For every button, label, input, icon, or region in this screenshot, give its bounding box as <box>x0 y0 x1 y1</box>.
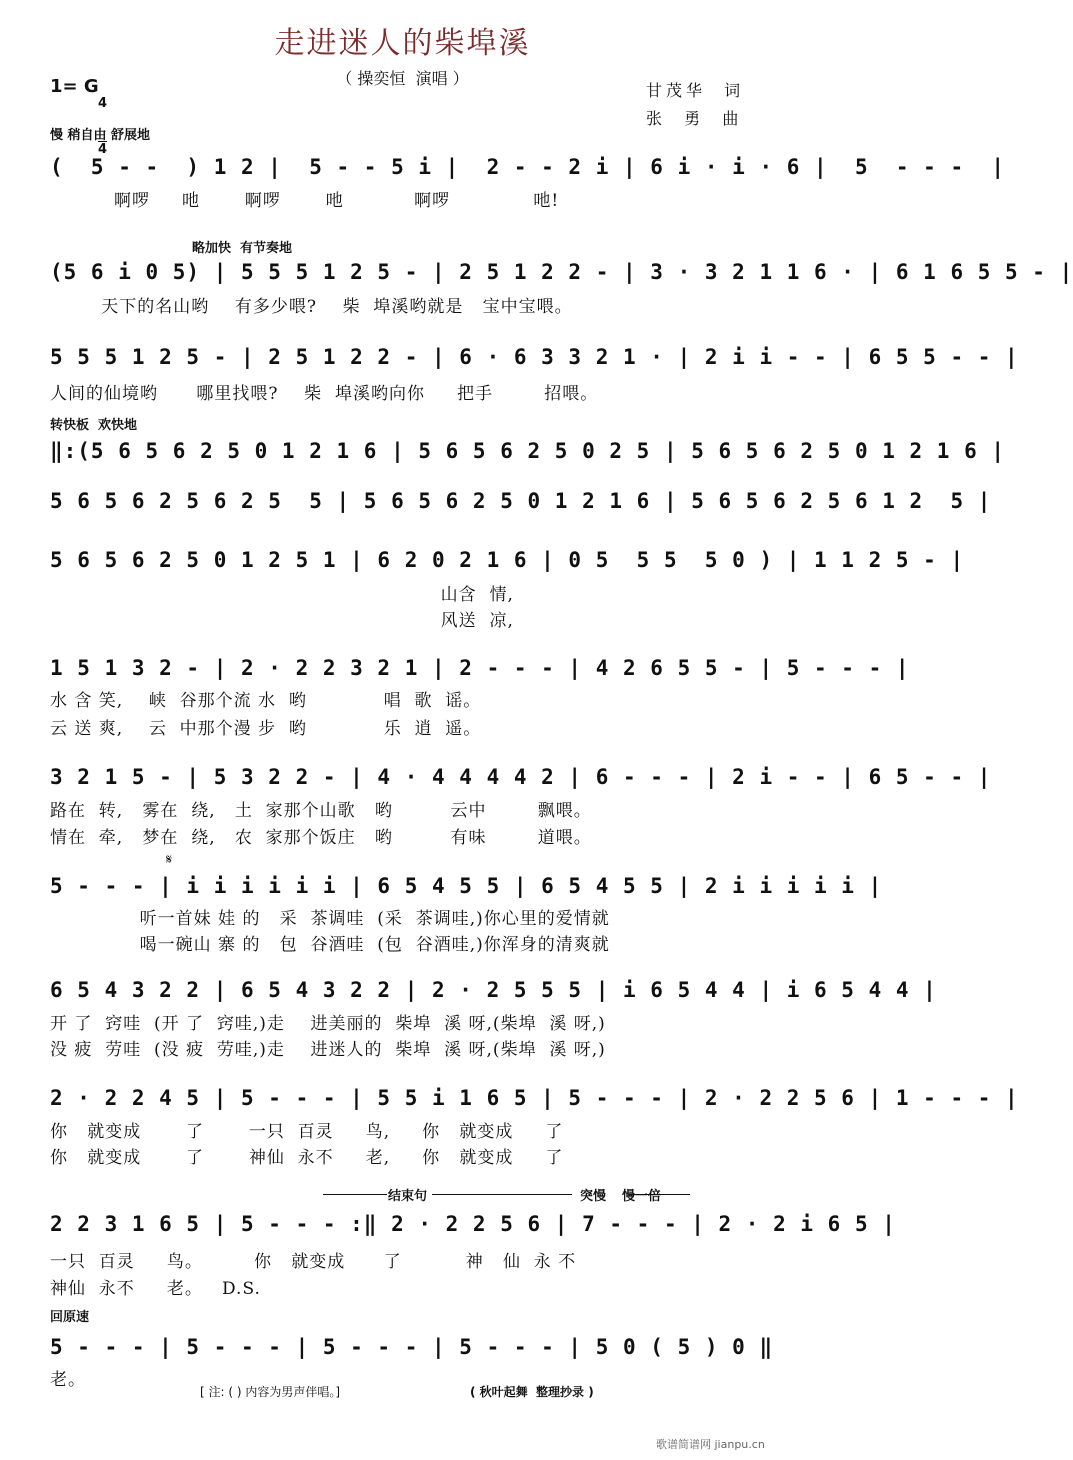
staff-line-9-lyrics-1: 听一首妹 娃 的 采 茶调哇 (采 茶调哇,)你心里的爱情就 <box>50 909 610 929</box>
staff-line-6-notes: 5 6 5 6 2 5 0 1 2 5 1 | 6 2 0 2 1 6 | 0 5 5 5 5 0 ) | 1 1 2 5 - | <box>50 548 965 572</box>
performance-note: [ 注: ( ) 内容为男声伴唱。] <box>200 1385 341 1399</box>
ending-label: 结束句 <box>388 1189 428 1204</box>
tempo-mark-intro: 慢 稍自由 舒展地 <box>50 128 151 143</box>
tempo-mark-verse: 略加快 有节奏地 <box>192 241 293 256</box>
staff-line-2-lyrics: 天下的名山哟 有多少喂? 柴 埠溪哟就是 宝中宝喂。 <box>50 297 573 317</box>
staff-line-7-notes: 1 5 1 3 2 - | 2 · 2 2 3 2 1 | 2 - - - | 4 2 6 5 5 - | 5 - - - | <box>50 656 910 680</box>
site-watermark: 歌谱简谱网 jianpu.cn <box>656 1438 765 1451</box>
key-signature: 1= G <box>50 76 99 97</box>
staff-line-6-lyrics-2: 风送 凉, <box>50 611 514 631</box>
staff-line-10-lyrics-1: 开 了 窍哇 (开 了 窍哇,)走 进美丽的 柴埠 溪 呀,(柴埠 溪 呀,) <box>50 1014 606 1034</box>
staff-line-8-notes: 3 2 1 5 - | 5 3 2 2 - | 4 · 4 4 4 4 2 | 6 - - - | 2 i - - | 6 5 - - | <box>50 765 992 789</box>
staff-line-1-lyrics: 啊啰 吔 啊啰 吔 啊啰 吔! <box>50 191 560 211</box>
staff-line-12-notes: 2 2 3 1 6 5 | 5 - - - :‖ 2 · 2 2 5 6 | 7 - - - | 2 · 2 i 6 5 | <box>50 1212 896 1236</box>
staff-line-12-lyrics-2: 神仙 永不 老。 D.S. <box>50 1279 261 1299</box>
staff-line-8-lyrics-2: 情在 牵, 梦在 绕, 农 家那个饭庄 哟 有味 道喂。 <box>50 828 592 848</box>
lyricist-credit: 甘茂华 词 <box>646 81 745 100</box>
staff-line-11-lyrics-2: 你 就变成 了 神仙 永不 老, 你 就变成 了 <box>50 1148 564 1168</box>
tempo-mark-return: 回原速 <box>50 1310 90 1325</box>
staff-line-7-lyrics-2: 云 送 爽, 云 中那个漫 步 哟 乐 逍 遥。 <box>50 719 482 739</box>
tempo-mark-fast: 转快板 欢快地 <box>50 418 138 433</box>
staff-line-6-lyrics-1: 山含 情, <box>50 585 514 605</box>
staff-line-5-notes: 5 6 5 6 2 5 6 2 5 5 | 5 6 5 6 2 5 0 1 2 1 6 | 5 6 5 6 2 5 6 1 2 5 | <box>50 489 992 513</box>
half-tempo-label: 慢一倍 <box>622 1189 662 1204</box>
staff-line-10-lyrics-2: 没 疲 劳哇 (没 疲 劳哇,)走 进迷人的 柴埠 溪 呀,(柴埠 溪 呀,) <box>50 1040 606 1060</box>
composer-credit: 张 勇 曲 <box>646 109 743 128</box>
staff-line-3-notes: 5 5 5 1 2 5 - | 2 5 1 2 2 - | 6 · 6 3 3 2 1 · | 2 i i - - | 6 5 5 - - | <box>50 345 1019 369</box>
staff-line-3-lyrics: 人间的仙境哟 哪里找喂? 柴 埠溪哟向你 把手 招喂。 <box>50 384 599 404</box>
staff-line-4-notes: ‖:(5 6 5 6 2 5 0 1 2 1 6 | 5 6 5 6 2 5 0 2 5 | 5 6 5 6 2 5 0 1 2 1 6 | <box>50 439 1006 463</box>
staff-line-8-lyrics-1: 路在 转, 雾在 绕, 土 家那个山歌 哟 云中 飘喂。 <box>50 801 592 821</box>
staff-line-9-notes: 5 - - - | i i i i i i | 6 5 4 5 5 | 6 5 4 5 5 | 2 i i i i i | <box>50 874 883 898</box>
staff-line-1-notes: ( 5 - - ) 1 2 | 5 - - 5 i | 2 - - 2 i | 6 i · i · 6 | 5 - - - | <box>50 155 1006 179</box>
ending-divider-left <box>323 1194 387 1195</box>
ending-divider-mid <box>432 1194 572 1195</box>
staff-line-11-lyrics-1: 你 就变成 了 一只 百灵 鸟, 你 就变成 了 <box>50 1122 564 1142</box>
meter-top: 4 <box>98 96 108 111</box>
staff-line-10-notes: 6 5 4 3 2 2 | 6 5 4 3 2 2 | 2 · 2 5 5 5 | i 6 5 4 4 | i 6 5 4 4 | <box>50 978 937 1002</box>
page-title: 走进迷人的柴埠溪 <box>274 26 531 61</box>
staff-line-7-lyrics-1: 水 含 笑, 峡 谷那个流 水 哟 唱 歌 谣。 <box>50 691 482 711</box>
staff-line-11-notes: 2 · 2 2 4 5 | 5 - - - | 5 5 i 1 6 5 | 5 - - - | 2 · 2 2 5 6 | 1 - - - | <box>50 1086 1019 1110</box>
meter-bottom: 4 <box>98 142 108 157</box>
staff-line-2-notes: (5 6 i 0 5) | 5 5 5 1 2 5 - | 2 5 1 2 2 - | 3 · 3 2 1 1 6 · | 6 1 6 5 5 - | <box>50 260 1073 284</box>
ending-divider-right <box>628 1194 690 1195</box>
segno-sign: 𝄋 <box>166 852 173 868</box>
singer-credit: （ 操奕恒 演唱 ） <box>336 69 469 88</box>
staff-line-13-lyrics: 老。 <box>50 1370 86 1390</box>
staff-line-12-lyrics-1: 一只 百灵 鸟。 你 就变成 了 神 仙 永 不 <box>50 1252 577 1272</box>
staff-line-13-notes: 5 - - - | 5 - - - | 5 - - - | 5 - - - | 5 0 ( 5 ) 0 ‖ <box>50 1335 774 1359</box>
transcriber-credit: ( 秋叶起舞 整理抄录 ) <box>470 1385 594 1399</box>
staff-line-9-lyrics-2: 喝一碗山 寨 的 包 谷酒哇 (包 谷酒哇,)你浑身的清爽就 <box>50 935 610 955</box>
sudden-slow-label: 突慢 <box>580 1189 607 1204</box>
